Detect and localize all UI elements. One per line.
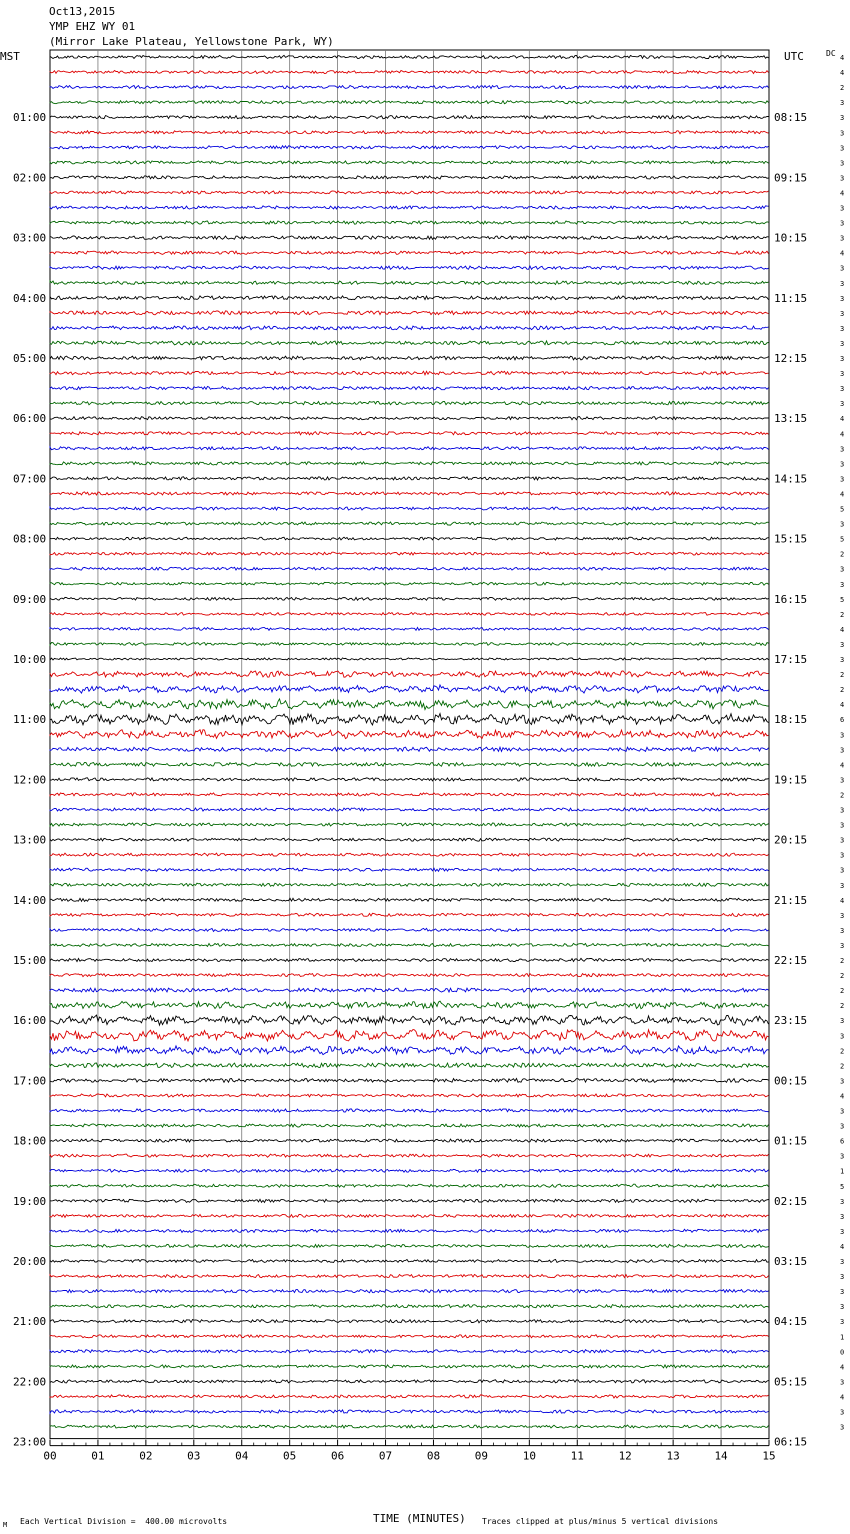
mst-hour-label: 14:00 [13, 893, 47, 907]
seismic-trace [50, 628, 769, 631]
seismic-trace [50, 1244, 769, 1247]
dc-offset-label: 3 [840, 385, 845, 394]
dc-offset-label: 4 [840, 430, 845, 439]
dc-offset-label: 3 [840, 806, 845, 815]
seismic-trace [50, 943, 769, 946]
seismic-trace [50, 221, 769, 224]
seismic-trace [50, 236, 769, 239]
seismic-trace [50, 281, 769, 285]
dc-offset-label: 3 [840, 1408, 845, 1417]
seismic-trace [50, 1290, 769, 1293]
seismic-trace [50, 1109, 769, 1112]
corner-mark: M [3, 1521, 8, 1529]
dc-offset-label: 2 [840, 791, 845, 800]
dc-offset-label: 3 [840, 355, 845, 363]
seismic-trace [50, 71, 769, 74]
dc-offset-label: 3 [840, 1152, 845, 1161]
mst-hour-label: 06:00 [13, 412, 47, 426]
dc-offset-label: 3 [840, 1227, 845, 1236]
seismic-trace [50, 1079, 769, 1083]
seismic-trace [50, 251, 769, 255]
dc-offset-label: 6 [840, 1137, 845, 1146]
dc-offset-label: 3 [840, 1318, 845, 1327]
seismic-trace [50, 883, 769, 886]
mst-hour-label: 15:00 [13, 954, 47, 967]
dc-offset-label: 2 [840, 84, 845, 93]
utc-hour-label: 13:15 [774, 412, 808, 426]
dc-offset-label: 3 [840, 640, 845, 649]
dc-offset-label: 5 [840, 595, 845, 604]
seismic-trace [50, 1320, 769, 1323]
utc-hour-label: 22:15 [774, 954, 808, 967]
seismic-trace [50, 402, 769, 405]
seismic-trace [50, 1275, 769, 1278]
seismic-trace [50, 763, 769, 767]
dc-offset-label: 3 [840, 339, 845, 348]
dc-offset-label: 3 [840, 129, 845, 138]
dc-offset-label: 3 [840, 370, 845, 379]
dc-offset-label: 3 [840, 1017, 845, 1026]
dc-offset-label: 3 [840, 264, 845, 273]
seismic-trace [50, 146, 769, 149]
utc-hour-label: 02:15 [774, 1194, 808, 1208]
seismic-trace [50, 326, 769, 330]
utc-hour-label: 09:15 [774, 171, 808, 185]
dc-offset-label: 3 [840, 821, 845, 830]
seismic-trace [50, 296, 769, 300]
mst-hour-label: 16:00 [13, 1014, 47, 1028]
mst-hour-label: 10:00 [13, 653, 47, 666]
dc-offset-label: 4 [840, 761, 845, 770]
utc-hour-label: 10:15 [774, 231, 808, 245]
utc-hour-label: 05:15 [774, 1375, 808, 1389]
dc-offset-label: 4 [840, 189, 845, 198]
dc-offset-label: 3 [840, 1258, 845, 1266]
seismic-trace [50, 671, 769, 678]
dc-offset-label: 5 [840, 1182, 845, 1191]
seismic-trace [50, 582, 769, 585]
utc-hour-label: 17:15 [774, 653, 808, 666]
mst-hour-label: 17:00 [13, 1074, 47, 1088]
mst-hour-label: 01:00 [13, 111, 47, 125]
dc-offset-label: 3 [840, 144, 845, 153]
seismic-trace [50, 898, 769, 901]
dc-offset-label: 3 [840, 1212, 845, 1221]
seismic-trace [50, 1380, 769, 1383]
seismic-trace [50, 55, 769, 58]
seismic-trace [50, 552, 769, 555]
dc-offset-label: 3 [840, 926, 845, 935]
seismic-trace [50, 371, 769, 375]
seismic-trace [50, 522, 769, 525]
dc-offset-label: 4 [840, 896, 845, 905]
mst-hour-label: 08:00 [13, 532, 47, 546]
station-location: (Mirror Lake Plateau, Yellowstone Park, WY) [49, 35, 334, 48]
mst-hour-label: 09:00 [13, 592, 47, 606]
mst-hour-label: 20:00 [13, 1255, 47, 1268]
dc-offset-label: 3 [840, 1107, 845, 1116]
seismic-trace [50, 1425, 769, 1428]
x-tick-label: 04 [235, 1449, 249, 1463]
dc-offset-label: 4 [840, 625, 845, 634]
dc-offset-label: 3 [840, 746, 845, 755]
dc-offset-label: 3 [840, 776, 845, 785]
seismic-trace [50, 714, 769, 725]
utc-hour-label: 08:15 [774, 111, 808, 125]
seismic-trace [50, 1030, 769, 1042]
scale-note: Each Vertical Division = 400.00 microvolts [20, 1517, 228, 1526]
seismic-trace [50, 131, 769, 134]
x-tick-label: 06 [330, 1449, 345, 1463]
dc-offset-label: 3 [840, 114, 845, 123]
seismic-trace [50, 101, 769, 104]
x-tick-label: 14 [714, 1449, 728, 1463]
seismic-trace [50, 161, 769, 164]
mst-hour-label: 19:00 [13, 1194, 47, 1208]
seismic-trace [50, 1335, 769, 1338]
x-tick-label: 10 [522, 1449, 536, 1463]
dc-offset-label: 3 [840, 99, 845, 108]
dc-offset-label: 2 [840, 1047, 845, 1056]
utc-hour-label: 15:15 [774, 532, 808, 546]
seismic-trace [50, 447, 769, 450]
seismic-trace [50, 507, 769, 510]
utc-hour-label: 00:15 [774, 1074, 808, 1088]
plot-date: Oct13,2015 [49, 5, 116, 18]
seismic-trace [50, 266, 769, 269]
seismic-trace [50, 1139, 769, 1142]
seismic-trace [50, 1124, 769, 1127]
seismic-trace [50, 176, 769, 179]
dc-offset-label: 3 [840, 1288, 845, 1297]
utc-hour-label: 01:15 [774, 1134, 808, 1148]
seismic-trace [50, 1305, 769, 1308]
dc-offset-label: 4 [840, 1363, 845, 1372]
x-tick-label: 05 [283, 1449, 297, 1463]
mst-hour-label: 12:00 [13, 773, 47, 787]
seismic-trace [50, 1169, 769, 1172]
mst-hour-label: 02:00 [13, 171, 47, 185]
dc-offset-label: 3 [840, 1273, 845, 1282]
seismic-trace [50, 1410, 769, 1413]
mst-hour-label: 03:00 [13, 231, 47, 245]
utc-hour-label: 12:15 [774, 352, 808, 365]
x-tick-label: 08 [426, 1449, 441, 1463]
utc-hour-label: 03:15 [774, 1255, 808, 1268]
x-tick-label: 01 [91, 1449, 105, 1463]
dc-offset-label: 3 [840, 1077, 845, 1086]
x-tick-label: 00 [43, 1449, 57, 1463]
dc-offset-label: 3 [840, 1423, 845, 1432]
dc-offset-label: 3 [840, 445, 845, 454]
x-tick-label: 09 [474, 1449, 489, 1463]
dc-offset-label: 3 [840, 881, 845, 890]
seismic-trace [50, 432, 769, 435]
seismic-trace [50, 1229, 769, 1232]
dc-offset-label: 5 [840, 505, 845, 514]
dc-offset-label: 2 [840, 957, 845, 965]
mst-hour-label: 07:00 [13, 472, 47, 486]
x-tick-label: 11 [570, 1449, 584, 1463]
dc-offset-label: 1 [840, 1333, 845, 1342]
seismic-trace [50, 191, 769, 194]
dc-offset-label: 3 [840, 324, 845, 333]
seismic-trace [50, 643, 769, 646]
station-code: YMP EHZ WY 01 [49, 20, 136, 33]
dc-offset-label: 3 [840, 866, 845, 875]
seismic-trace [50, 778, 769, 781]
utc-hour-label: 21:15 [774, 893, 808, 907]
dc-offset-label: 3 [840, 1378, 845, 1387]
seismic-trace [50, 1001, 769, 1009]
seismic-trace [50, 1365, 769, 1368]
dc-offset-label: 3 [840, 159, 845, 168]
seismic-trace [50, 206, 769, 209]
utc-hour-label: 20:15 [774, 833, 808, 847]
utc-hour-label: 06:15 [774, 1435, 808, 1449]
dc-offset-label: 3 [840, 1303, 845, 1312]
seismic-trace [50, 730, 769, 739]
dc-offset-label: 4 [840, 415, 845, 424]
seismic-trace [50, 341, 769, 345]
dc-offset-label: 4 [840, 1242, 845, 1251]
seismic-trace [50, 1154, 769, 1157]
dc-offset-label: 3 [840, 731, 845, 740]
x-tick-label: 03 [187, 1449, 201, 1463]
seismic-trace [50, 823, 769, 826]
dc-offset-label: 3 [840, 1122, 845, 1131]
dc-offset-label: 3 [840, 1032, 845, 1041]
dc-offset-label: 3 [840, 1197, 845, 1206]
seismic-trace [50, 658, 769, 660]
dc-offset-label: 2 [840, 1062, 845, 1071]
seismic-trace [50, 793, 769, 796]
seismic-trace [50, 808, 769, 811]
seismic-trace [50, 1214, 769, 1217]
x-tick-label: 07 [378, 1449, 393, 1463]
seismic-trace [50, 356, 769, 360]
dc-offset-label: 3 [840, 279, 845, 288]
mst-hour-label: 13:00 [13, 833, 47, 847]
dc-offset-label: 3 [840, 580, 845, 589]
seismic-trace [50, 462, 769, 465]
utc-hour-label: 16:15 [774, 592, 808, 606]
seismic-trace [50, 477, 769, 480]
dc-offset-label: 6 [840, 716, 845, 725]
seismic-trace [50, 853, 769, 856]
dc-offset-label: 2 [840, 671, 845, 680]
dc-offset-label: 3 [840, 204, 845, 213]
seismic-trace [50, 386, 769, 389]
mst-hour-label: 21:00 [13, 1315, 47, 1329]
seismic-trace [50, 116, 769, 119]
dc-offset-label: 3 [840, 400, 845, 409]
utc-hour-label: 23:15 [774, 1014, 808, 1028]
dc-offset-label: 4 [840, 1393, 845, 1402]
dc-offset-label: 1 [840, 1167, 845, 1176]
utc-hour-label: 14:15 [774, 472, 808, 486]
dc-offset-label: 4 [840, 490, 845, 499]
dc-offset-label: 3 [840, 174, 845, 183]
seismic-trace [50, 1015, 769, 1025]
seismic-trace [50, 974, 769, 977]
dc-offset-label: 3 [840, 565, 845, 574]
dc-offset-label: 3 [840, 234, 845, 243]
dc-offset-label: 5 [840, 535, 845, 544]
seismic-trace [50, 685, 769, 693]
dc-offset-label: 3 [840, 309, 845, 318]
utc-hour-label: 04:15 [774, 1315, 808, 1329]
x-tick-label: 02 [139, 1449, 153, 1463]
dc-offset-label: 4 [840, 54, 845, 62]
dc-offset-label: 2 [840, 550, 845, 559]
dc-offset-label: 3 [840, 911, 845, 920]
dc-column-label: DC [826, 49, 836, 58]
mst-hour-label: 11:00 [13, 713, 47, 727]
seismic-trace [50, 928, 769, 931]
dc-offset-label: 2 [840, 610, 845, 619]
seismic-trace [50, 1063, 769, 1068]
dc-offset-label: 4 [840, 701, 845, 710]
dc-offset-label: 2 [840, 686, 845, 695]
seismic-trace [50, 1184, 769, 1187]
seismic-trace [50, 417, 769, 420]
dc-offset-label: 2 [840, 972, 845, 981]
dc-offset-label: 3 [840, 460, 845, 469]
mst-axis-label: MST [0, 50, 20, 63]
mst-hour-label: 18:00 [13, 1134, 47, 1148]
dc-offset-label: 3 [840, 836, 845, 845]
seismic-trace [50, 311, 769, 315]
utc-hour-label: 11:15 [774, 291, 808, 305]
x-tick-label: 12 [618, 1449, 632, 1463]
mst-hour-label: 05:00 [13, 352, 47, 365]
seismic-trace [50, 747, 769, 751]
seismic-trace [50, 597, 769, 600]
dc-offset-label: 3 [840, 851, 845, 860]
seismic-trace [50, 1199, 769, 1202]
dc-offset-label: 3 [840, 520, 845, 529]
seismic-trace [50, 1094, 769, 1097]
x-tick-label: 13 [666, 1449, 680, 1463]
seismic-trace [50, 988, 769, 992]
dc-offset-label: 2 [840, 1002, 845, 1011]
clip-note: Traces clipped at plus/minus 5 vertical divisions [482, 1517, 719, 1526]
seismic-trace [50, 86, 769, 89]
seismic-trace [50, 537, 769, 540]
dc-offset-label: 4 [840, 69, 845, 78]
x-axis-title: TIME (MINUTES) [373, 1512, 466, 1525]
dc-offset-label: 2 [840, 987, 845, 996]
dc-offset-label: 4 [840, 1092, 845, 1101]
dc-offset-label: 3 [840, 656, 845, 664]
dc-offset-label: 3 [840, 941, 845, 950]
utc-hour-label: 18:15 [774, 713, 808, 727]
mst-hour-label: 23:00 [13, 1435, 47, 1449]
seismic-trace [50, 1259, 769, 1262]
dc-offset-label: 3 [840, 219, 845, 228]
dc-offset-label: 4 [840, 249, 845, 258]
seismic-trace [50, 838, 769, 841]
utc-axis-label: UTC [784, 50, 804, 63]
seismic-trace [50, 868, 769, 871]
seismic-trace [50, 1350, 769, 1353]
mst-hour-label: 04:00 [13, 291, 47, 305]
seismic-trace [50, 913, 769, 916]
dc-offset-label: 3 [840, 294, 845, 303]
dc-offset-label: 0 [840, 1348, 845, 1357]
mst-hour-label: 22:00 [13, 1375, 47, 1389]
seismic-trace [50, 958, 769, 961]
dc-offset-label: 3 [840, 475, 845, 484]
seismic-trace [50, 567, 769, 570]
seismic-trace [50, 1395, 769, 1398]
seismic-trace [50, 1046, 769, 1055]
seismic-trace [50, 492, 769, 495]
seismic-trace [50, 613, 769, 616]
x-tick-label: 15 [762, 1449, 776, 1463]
seismic-trace [50, 699, 769, 710]
utc-hour-label: 19:15 [774, 773, 808, 787]
